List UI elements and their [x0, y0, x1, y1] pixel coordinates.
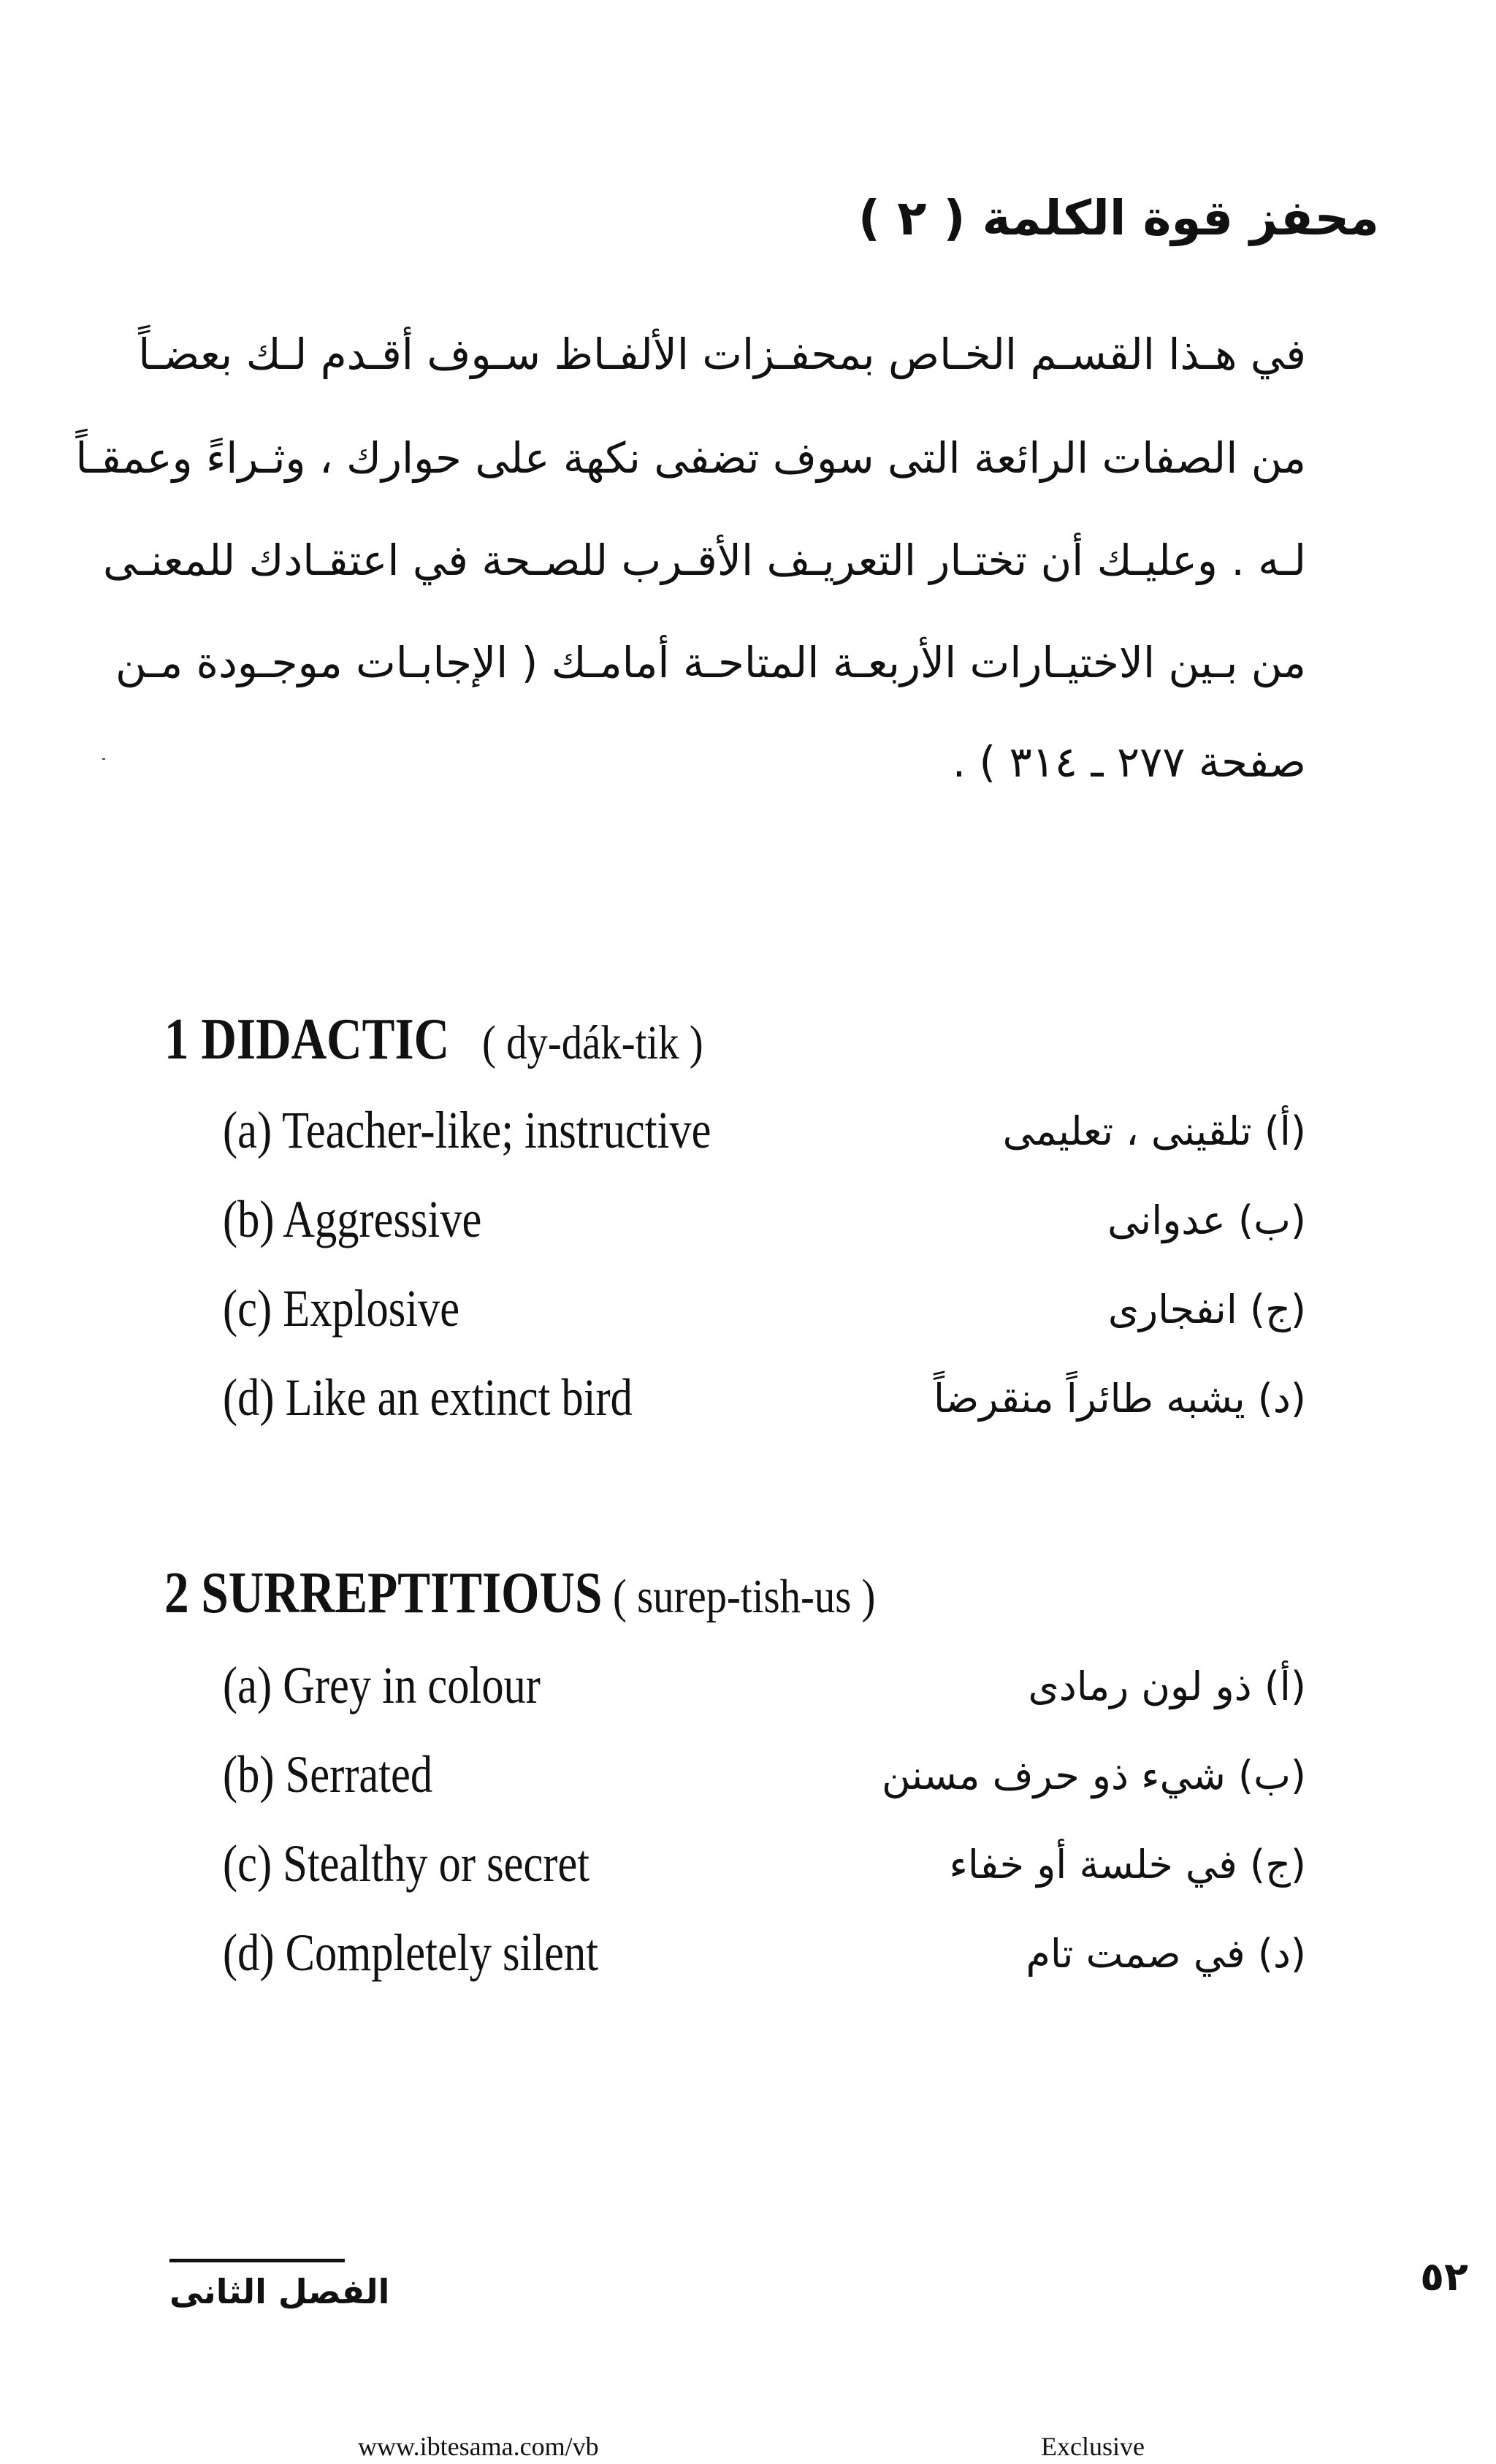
- intro-line: لـه . وعليـك أن تختـار التعريـف الأقـرب للصـحة في اعتقـادك للمعنـى: [102, 535, 1306, 585]
- page-number: ٥٢: [1420, 2254, 1468, 2300]
- option-arabic: (ب) شيء ذو حرف مسنن: [881, 1752, 1306, 1799]
- question-heading: [164, 1007, 739, 1088]
- question-pronunciation: ( dy-dák-tik ): [481, 1016, 703, 1069]
- question-heading: [164, 1560, 917, 1642]
- option-english: (b) Serrated: [223, 1745, 433, 1804]
- option-english: (d) Like an extinct bird: [223, 1368, 633, 1427]
- chapter-label: الفصل الثانى: [169, 2272, 390, 2311]
- option-arabic: (أ) تلقينى ، تعليمى: [1002, 1108, 1306, 1154]
- option-english: (b) Aggressive: [223, 1190, 482, 1248]
- scan-speck: [102, 758, 105, 760]
- intro-line: في هـذا القسـم الخـاص بمحفـزات الألفـاظ سـوف أقـدم لـك بعضـاً: [138, 329, 1306, 379]
- option-arabic: (أ) ذو لون رمادى: [1028, 1663, 1306, 1709]
- option-arabic: (ج) في خلسة أو خفاء: [949, 1842, 1306, 1888]
- option-arabic: (د) يشبه طائراً منقرضاً: [933, 1376, 1306, 1422]
- watermark-label: Exclusive: [1041, 2432, 1145, 2461]
- footer-divider: [169, 2259, 345, 2262]
- option-english: (c) Stealthy or secret: [223, 1834, 590, 1893]
- option-arabic: (ج) انفجارى: [1107, 1286, 1306, 1332]
- option-english: (d) Completely silent: [223, 1923, 599, 1982]
- question-pronunciation: ( surep-tish-us ): [612, 1570, 875, 1623]
- option-english: (a) Teacher-like; instructive: [223, 1101, 711, 1159]
- option-arabic: (ب) عدوانى: [1107, 1197, 1306, 1243]
- intro-line: من بـين الاختيـارات الأربعـة المتاحـة أمامـك ( الإجابـات موجـودة مـن: [115, 638, 1306, 687]
- page-title: محفز قوة الكلمة ( ٢ ): [858, 190, 1379, 246]
- watermark-url: www.ibtesama.com/vb: [358, 2432, 599, 2461]
- intro-line: صفحة ٢٧٧ ـ ٣١٤ ) .: [952, 737, 1306, 787]
- question-word: 2 SURREPTITIOUS: [164, 1561, 603, 1625]
- option-english: (a) Grey in colour: [223, 1656, 541, 1714]
- option-arabic: (د) في صمت تام: [1026, 1931, 1306, 1977]
- option-english: (c) Explosive: [223, 1279, 460, 1338]
- intro-line: من الصفات الرائعة التى سوف تضفى نكهة على حوارك ، وثـراءً وعمقـاً: [75, 433, 1306, 483]
- question-word: 1 DIDACTIC: [164, 1007, 450, 1072]
